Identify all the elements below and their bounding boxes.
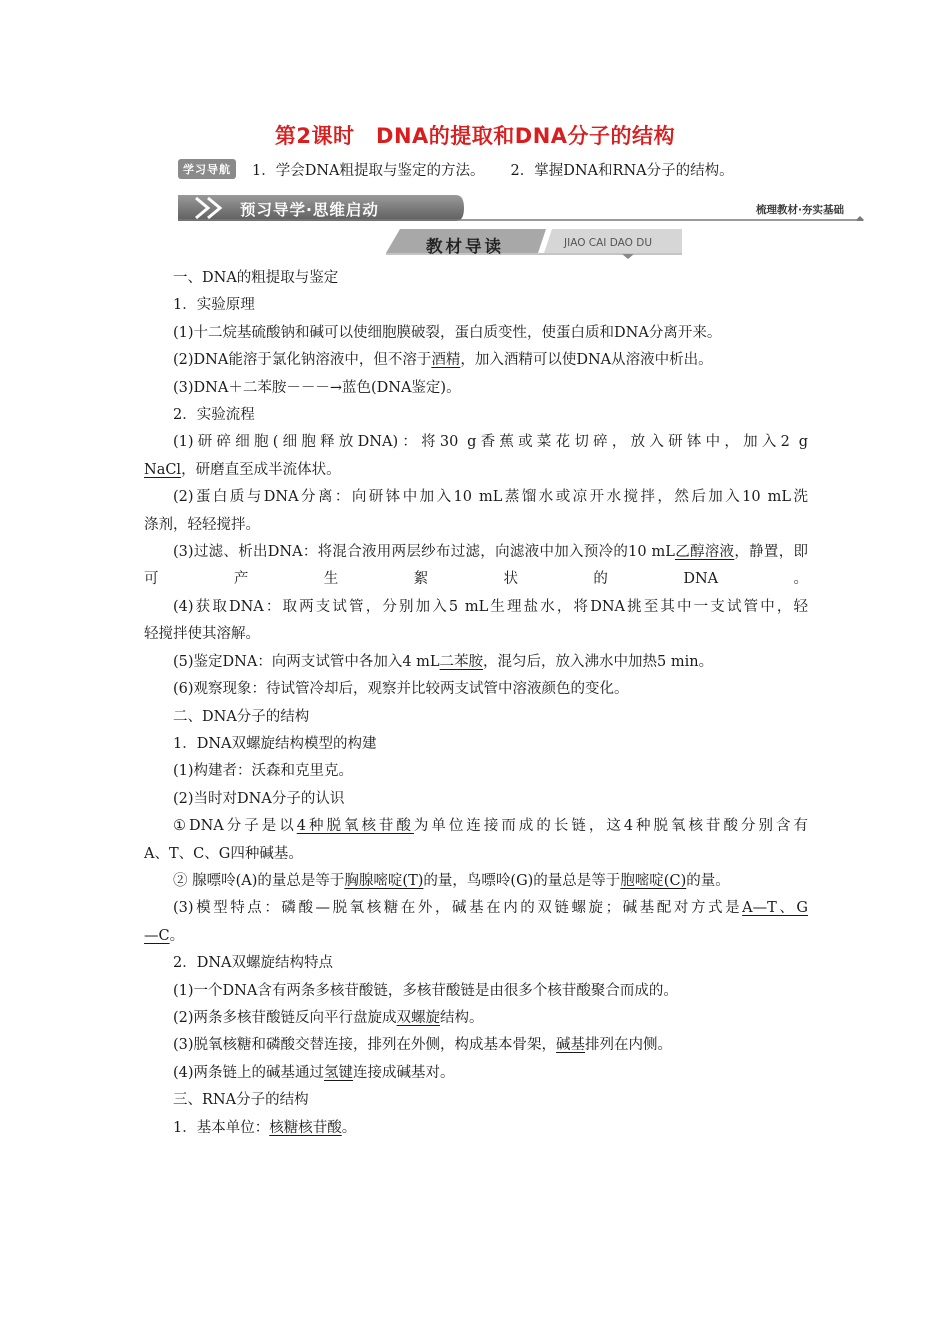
paragraph: (3)过滤、析出DNA：将混合液用两层纱布过滤，向滤液中加入预冷的10 mL乙醇溶液，静置，即可产生絮状的DNA。 — [144, 544, 809, 588]
section-heading-1: 一、DNA的粗提取与鉴定 — [173, 270, 339, 286]
section-banner-right: 梳理教材·夯实基础 — [756, 204, 844, 216]
sub-banner-label: 教材导读 — [426, 237, 504, 256]
paragraph: (2)当时对DNA分子的认识 — [173, 790, 345, 807]
underlined-answer: 二苯胺 — [439, 653, 484, 670]
guide-item-2: 2．掌握DNA和RNA分子的结构。 — [510, 162, 734, 179]
paragraph: (3)脱氧核糖和磷酸交替连接，排列在外侧，构成基本骨架，碱基排列在内侧。 — [173, 1037, 673, 1054]
paragraph: 1．基本单位：核糖核苷酸。 — [173, 1119, 357, 1136]
paragraph: (3)模型特点：磷酸—脱氧核糖在外，碱基在内的双链螺旋；碱基配对方式是A—T、G — [173, 900, 808, 917]
paragraph-continued: —C。 — [144, 927, 185, 944]
underlined-answer: NaCl — [144, 461, 182, 478]
paragraph: ② 腺嘌呤(A)的量总是等于胸腺嘧啶(T)的量，鸟嘌呤(G)的量总是等于胞嘧啶(C)的量。 — [173, 872, 730, 889]
paragraph: (1)研碎细胞(细胞释放DNA)：将30 g香蕉或菜花切碎，放入研钵中，加入2 g — [173, 434, 808, 451]
underlined-answer: 乙醇溶液 — [674, 544, 735, 561]
lesson-title: 第2课时 DNA的提取和DNA分子的结构 — [274, 124, 676, 148]
sub-banner — [386, 229, 682, 259]
paragraph: (2)蛋白质与DNA分离：向研钵中加入10 mL蒸馏水或凉开水搅拌，然后加入10 mL洗 — [173, 489, 808, 506]
underlined-answer: 胞嘧啶(C) — [620, 872, 687, 889]
learning-guide-text — [252, 159, 734, 180]
learning-guide-badge: 学习导航 — [178, 159, 236, 179]
paragraph: (5)鉴定DNA：向两支试管中各加入4 mL二苯胺，混匀后，放入沸水中加热5 min。 — [173, 653, 714, 670]
subsection-heading: 2．实验流程 — [173, 407, 255, 424]
paragraph: (6)观察现象：待试管冷却后，观察并比较两支试管中溶液颜色的变化。 — [173, 681, 629, 698]
paragraph: (1)十二烷基硫酸钠和碱可以使细胞膜破裂，蛋白质变性，使蛋白质和DNA分离开来。 — [173, 324, 722, 341]
underlined-answer: —C — [144, 927, 170, 944]
section-heading-2: 二、DNA分子的结构 — [173, 708, 310, 725]
underlined-answer: 碱基 — [556, 1037, 586, 1054]
paragraph: (3)DNA＋二苯胺－－－→蓝色(DNA鉴定)。 — [173, 379, 461, 396]
learning-guide — [178, 157, 878, 181]
section-banner — [178, 195, 866, 221]
paragraph: ①DNA分子是以4种脱氧核苷酸为单位连接而成的长链，这4种脱氧核苷酸分别含有 — [173, 818, 808, 835]
paragraph-continued: A、T、C、G四种碱基。 — [144, 845, 303, 862]
paragraph: (2)DNA能溶于氯化钠溶液中，但不溶于酒精，加入酒精可以使DNA从溶液中析出。 — [173, 352, 713, 369]
section-banner-label: 预习导学·思维启动 — [240, 201, 379, 219]
section-heading-3: 三、RNA分子的结构 — [173, 1092, 309, 1109]
underlined-answer: 核糖核苷酸 — [269, 1119, 342, 1136]
paragraph: (1)构建者：沃森和克里克。 — [173, 763, 354, 780]
paragraph-continued: NaCl，研磨直至成半流体状。 — [144, 461, 341, 478]
underlined-answer: A—T、G — [742, 900, 808, 917]
paragraph: (4)获取DNA：取两支试管，分别加入5 mL生理盐水，将DNA挑至其中一支试管中，轻 — [173, 598, 808, 615]
subsection-heading: 2．DNA双螺旋结构特点 — [173, 955, 334, 972]
underlined-answer: 双螺旋 — [396, 1009, 441, 1026]
paragraph: (2)两条多核苷酸链反向平行盘旋成双螺旋结构。 — [173, 1009, 484, 1026]
underlined-answer: 酒精 — [431, 352, 461, 369]
subsection-heading: 1．实验原理 — [173, 297, 255, 314]
underlined-answer: 4种脱氧核苷酸 — [296, 818, 414, 835]
paragraph-continued: 涤剂，轻轻搅拌。 — [144, 516, 260, 533]
underlined-answer: 胸腺嘧啶(T) — [344, 872, 424, 889]
subsection-heading: 1．DNA双螺旋结构模型的构建 — [173, 735, 377, 752]
paragraph-continued: 轻搅拌使其溶解。 — [144, 626, 260, 643]
paragraph: (4)两条链上的碱基通过氢键连接成碱基对。 — [173, 1064, 455, 1081]
main-content — [144, 265, 808, 1142]
underlined-answer: 氢键 — [324, 1064, 354, 1081]
sub-banner-pinyin: JIAO CAI DAO DU — [564, 237, 653, 249]
paragraph: (1)一个DNA含有两条多核苷酸链，多核苷酸链是由很多个核苷酸聚合而成的。 — [173, 982, 678, 999]
guide-item-1: 1．学会DNA粗提取与鉴定的方法。 — [252, 162, 485, 179]
